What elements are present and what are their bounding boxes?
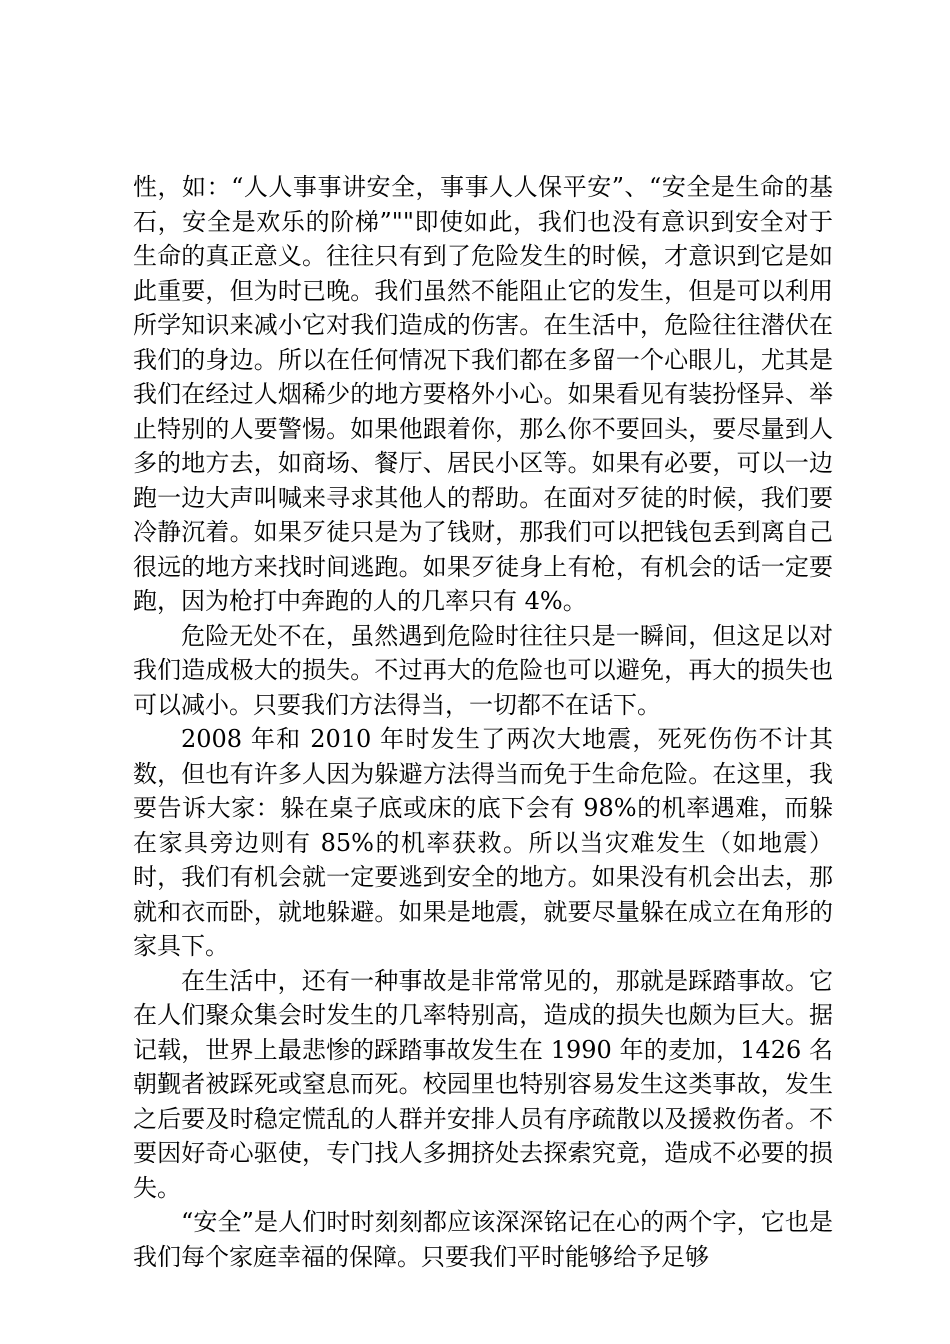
paragraph-stampede: 在生活中，还有一种事故是非常常见的，那就是踩踏事故。它在人们聚众集会时发生的几率特别高，造成的损失也颇为巨大。据记载，世界上最悲惨的踩踏事故发生在 1990 年的麦加，1426 名朝觐者被踩死或窒息而死。校园里也特别容易发生这类事故，发生之后要及时稳定慌乱的人群并安排人员有序疏散以及援救伤者。不要因好奇心驱使，专门找人多拥挤处去探索究竟，造成不必要的损失。	[133, 966, 833, 1202]
paragraph-safety-conclusion: “安全”是人们时时刻刻都应该深深铭记在心的两个字，它也是我们每个家庭幸福的保障。只要我们平时能够给予足够	[133, 1208, 833, 1271]
paragraph-earthquake: 2008 年和 2010 年时发生了两次大地震，死死伤伤不计其数，但也有许多人因为躲避方法得当而免于生命危险。在这里，我要告诉大家：躲在桌子底或床的底下会有 98%的机率遇难，而躲在家具旁边则有 85%的机率获救。所以当灾难发生（如地震）时，我们有机会就一定要逃到安全的地方。如果没有机会出去，那就和衣而卧，就地躲避。如果是地震，就要尽量躲在成立在角形的家具下。	[133, 725, 833, 960]
paragraph-danger-everywhere: 危险无处不在，虽然遇到危险时往往只是一瞬间，但这足以对我们造成极大的损失。不过再大的危险也可以避免，再大的损失也可以减小。只要我们方法得当，一切都不在话下。	[133, 621, 833, 719]
document-body	[133, 170, 833, 1274]
paragraph-continuation: 性，如：“人人事事讲安全，事事人人保平安”、“安全是生命的基石，安全是欢乐的阶梯”""即使如此，我们也没有意识到安全对于生命的真正意义。往往只有到了危险发生的时候，才意识到它是如此重要，但为时已晚。我们虽然不能阻止它的发生，但是可以利用所学知识来减小它对我们造成的伤害。在生活中，危险往往潜伏在我们的身边。所以在任何情况下我们都在多留一个心眼儿，尤其是我们在经过人烟稀少的地方要格外小心。如果看见有装扮怪异、举止特别的人要警惕。如果他跟着你，那么你不要回头，要尽量到人多的地方去，如商场、餐厅、居民小区等。如果有必要，可以一边跑一边大声叫喊来寻求其他人的帮助。在面对歹徒的时候，我们要冷静沉着。如果歹徒只是为了钱财，那我们可以把钱包丢到离自己很远的地方来找时间逃跑。如果歹徒身上有枪，有机会的话一定要跑，因为枪打中奔跑的人的几率只有 4%。	[133, 173, 833, 615]
